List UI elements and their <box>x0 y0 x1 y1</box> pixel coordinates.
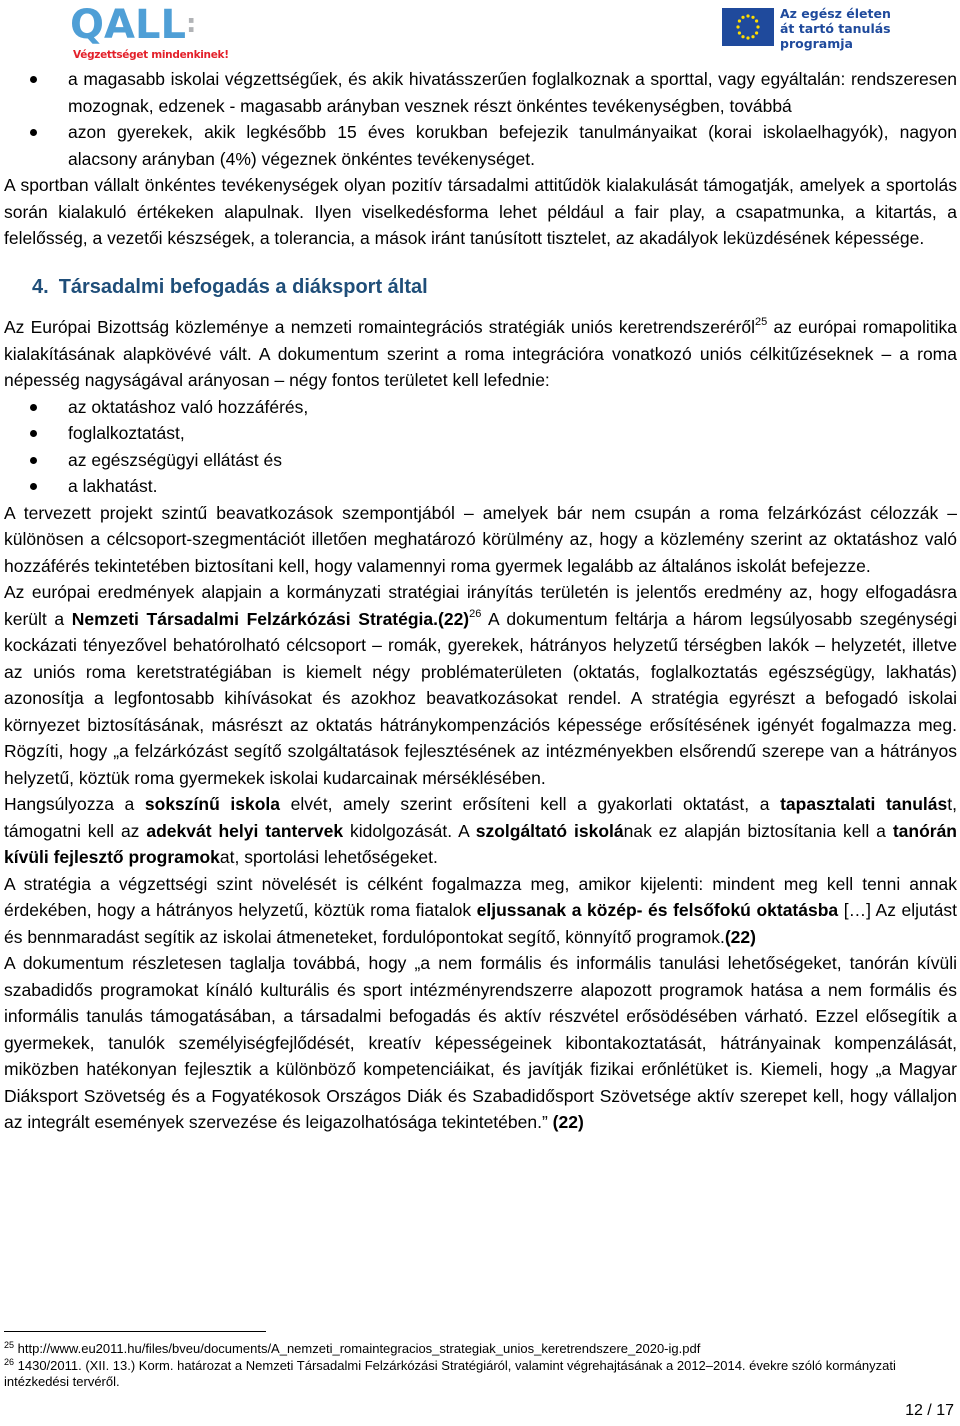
paragraph-education-level: A stratégia a végzettségi szint növelését is célként fogalmazza meg, amikor kijelenti: mindent meg kell tenni annak érdekében, hogy a hátrányos helyzetű, köztük roma fiatalok eljussanak a közép- és felsőfokú oktatásba […] Az eljutást és bennmaradást segítik az iskolai átmeneteket, fordulópontokat segítő, könnyítő programok.(22) <box>4 873 957 947</box>
eu-flag-icon <box>722 8 774 46</box>
bullet-item: foglalkoztatást, <box>4 420 957 447</box>
footnote-25: $^{25}$ http://www.eu2011.hu/files/bveu/documents/A_nemzeti_romaintegracios_strategiak_unios_keretrendszere_2020-ig.pdf <box>4 1340 701 1356</box>
footnote-ref: 25 <box>755 316 768 328</box>
footnote-26: $^{26}$ 1430/2011. (XII. 13.) Korm. határozat a Nemzeti Társadalmi Felzárkózási Stratégiáról, valamint végrehajtásának a 2012–2014. évekre szóló kormányzati intézkedési tervéről. <box>4 1357 896 1389</box>
paragraph-project-interventions: A tervezett projekt szintű beavatkozások szempontjából – amelyek bár nem csupán a roma felzárkózást célozzák – különösen a célcsoport-szegmentációt illetően meghatározó körülmény az, hogy a közlemény szerint az oktatáshoz való hozzáférés tekintetében biztosítani kell, hogy valamennyi roma gyermek legalább az általános iskolát befejezze. <box>4 502 957 576</box>
bullet-item: a lakhatást. <box>4 473 957 500</box>
paragraph-volunteering: A sportban vállalt önkéntes tevékenységek olyan pozitív társadalmi attitűdök kialakulását támogatják, amelyek a sportolás során kialakuló értékeken alapulnak. Ilyen viselkedésforma lehet például a fair play, a csapatmunka, a kitartás, a felelősség, a vezetői készségek, a tolerancia, a mások iránt tanúsított tisztelet, az akadályok leküzdésének képessége. <box>4 175 957 248</box>
qall-tagline: Végzettséget mindenkinek! <box>73 49 229 61</box>
bullet-item: az egészségügyi ellátást és <box>4 447 957 474</box>
eu-logo-line-1: Az egész életen <box>780 6 891 21</box>
section-number: 4. <box>32 275 49 298</box>
eu-stars-icon <box>722 8 774 46</box>
document-body <box>4 66 957 1136</box>
paragraph-national-strategy: Az európai eredmények alapjain a kormányzati stratégiai irányítás területén is jelentős eredmény az, hogy elfogadásra került a Nemzeti Társadalmi Felzárkózási $Stratégia.(22)^{26}$ A dokumentum feltárja a három legsúlyosabb szegénységi kockázati tényezővel behatórolható célcsoport – romák, gyerekek, hátrányos helyzetű térségben lakók – helyzetét, illetve az uniós roma keretstratégiában is kiemelt négy problématerületen (oktatás, foglalkoztatás egészségügy, lakhatás) azonosítja a legfontosabb kihívásokat és azokhoz beavatkozásokat rendel. A stratégia egyrészt a befogadó iskolai környezet biztosításának, másrészt az oktatás hátránykompenzációs képessége erősítésének igényét fogalmazza meg. Rögzíti, hogy „a felzárkózást segítő szolgáltatások fejlesztésének az intézményekben elsőrendű szerepe van a hátrányos helyzetű, köztük roma gyermekek iskolai kudarcainak mérséklésében. <box>4 582 957 788</box>
eu-logo-line-3: programja <box>780 36 853 51</box>
page-number: 12 / 17 <box>905 1402 954 1419</box>
section-heading <box>32 274 957 301</box>
eu-programme-logo <box>780 6 891 51</box>
paragraph-informal-learning: A dokumentum részletesen taglalja továbbá, hogy „a nem formális és informális tanulási lehetőségeket, tanórán kívüli szabadidős programokat kínáló kulturális és sport intézményrendszerre alapozott programok hatása a nem formális és informális tanulás támogatásában, a társadalmi befogadás és aktív részvétel erősödésében várható. Ezzel elősegítik a gyermekek, tanulók személyiségfejlődését, kreatív képességeinek kibontakoztatását, hátrányainak kompenzálását, miközben hatékonyan fejlesztik a különböző kompetenciáikat, és javítják fizikai erőnlétüket is. Kiemeli, hogy „a Magyar Diáksport Szövetség és a Fogyatékosok Országos Diák és Szabadidősport Szövetsége aktív szerepet kell, hogy vállaljon az integrált események szervezése és leigazolhatósága tekintetében.” (22) <box>4 953 957 1132</box>
page-header <box>0 0 960 64</box>
bullet-item: a magasabb iskolai végzettségűek, és akik hivatásszerűen foglalkoznak a sporttal, vagy egyáltalán: rendszeresen mozognak, edzenek - magasabb arányban vesznek részt önkéntes tevékenységben, továbbá <box>4 66 957 119</box>
paragraph-diverse-school: Hangsúlyozza a sokszínű iskola elvét, amely szerint erősíteni kell a gyakorlati oktatást, a tapasztalati tanulást, támogatni kell az adekvát helyi tantervek kidolgozását. A szolgáltató iskolának ez alapján biztosítania kell a tanórán kívüli fejlesztő programokat, sportolási lehetőségeket. <box>4 794 958 867</box>
bullet-item: azon gyerekek, akik legkésőbb 15 éves korukban befejezik tanulmányaikat (korai iskolaelhagyók), nagyon alacsony arányban (4%) végeznek önkéntes tevékenységet. <box>4 119 957 172</box>
eu-logo-line-2: át tartó tanulás <box>780 21 891 36</box>
footnote-ref: 26 <box>469 607 482 620</box>
paragraph-eu-communication: Az Európai Bizottság közleménye a nemzeti romaintegrációs stratégiák uniós keretrendszeréről$^{25}$ az európai romapolitika kialakításának alapkövévé vált. A dokumentum szerint a roma integrációra vonatkozó uniós célkitűzéseknek – a roma népesség nagyságával arányosan – négy fontos területet kell lefednie: <box>4 316 957 390</box>
qall-logo: QALL: Végzettséget mindenkinek! <box>70 2 229 61</box>
footnote-separator <box>4 1331 266 1332</box>
section-title: Társadalmi befogadás a diáksport által <box>58 275 428 298</box>
qall-logo-text: QALL <box>70 2 186 48</box>
bullet-item: az oktatáshoz való hozzáférés, <box>4 394 957 421</box>
